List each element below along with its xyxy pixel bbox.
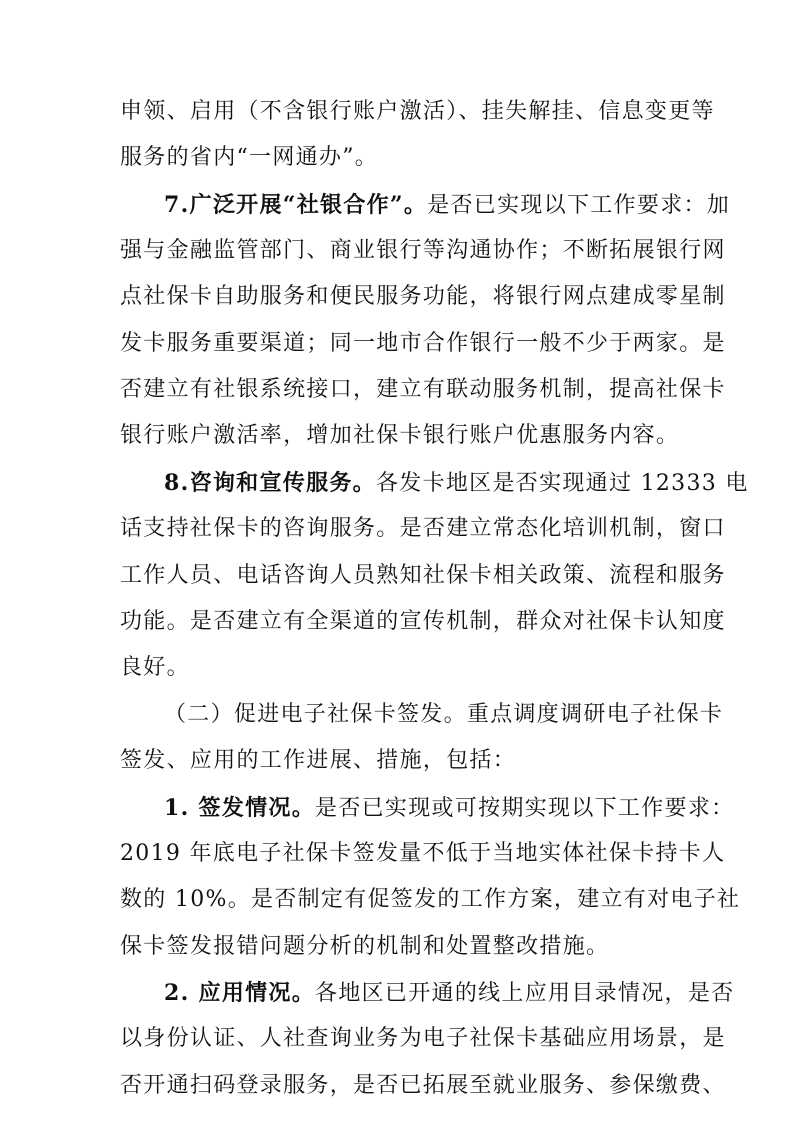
line-text: 强与金融监管部门、商业银行等沟通协作；不断拓展银行网 [120, 238, 726, 263]
text-line [120, 509, 726, 549]
text-line [120, 741, 676, 781]
text-line [120, 231, 726, 271]
text-line [120, 138, 676, 178]
item-7-heading: 7.广泛开展“社银合作”。 [164, 192, 428, 218]
line-text: 发卡服务重要渠道；同一地市合作银行一般不少于两家。是 [120, 331, 726, 356]
text-line [120, 1019, 726, 1059]
line-text: 服务的省内“一网通办”。 [120, 145, 379, 170]
line-text: 申领、启用（不含银行账户激活）、挂失解挂、信息变更等 [120, 99, 715, 124]
text-line [120, 834, 726, 874]
item-8-heading: 8.咨询和宣传服务。 [164, 470, 376, 496]
line-text: 良好。 [120, 655, 190, 680]
text-line [120, 324, 726, 364]
line-text: 各地区已开通的线上应用目录情况，是否 [315, 981, 735, 1006]
text-line [120, 556, 726, 596]
section-2-heading: （二）促进电子社保卡签发。重点调度调研电子社保卡 [164, 702, 724, 727]
item-8-heading-line [164, 463, 749, 503]
item-1-heading: 1. 签发情况。 [164, 795, 316, 821]
line-text: 是否已实现以下工作要求：加 [427, 193, 731, 218]
item-2-heading: 2. 应用情况。 [164, 980, 316, 1006]
line-text: 数的 10%。是否制定有促签发的工作方案，建立有对电子社 [120, 887, 741, 912]
line-text: 各发卡地区是否实现通过 12333 电 [375, 471, 749, 496]
line-text: 否开通扫码登录服务，是否已拓展至就业服务、参保缴费、 [120, 1073, 726, 1098]
line-text: 是否已实现或可按期实现以下工作要求： [315, 796, 735, 821]
line-text: 以身份认证、人社查询业务为电子社保卡基础应用场景，是 [120, 1026, 726, 1051]
text-line [120, 370, 726, 410]
text-line [120, 602, 726, 642]
line-text: 否建立有社银系统接口，建立有联动服务机制，提高社保卡 [120, 377, 726, 402]
text-line [120, 92, 715, 132]
line-text: 工作人员、电话咨询人员熟知社保卡相关政策、流程和服务 [120, 563, 726, 588]
text-line [120, 416, 680, 456]
line-text: 保卡签发报错问题分析的机制和处置整改措施。 [120, 934, 610, 959]
text-line [120, 1066, 726, 1106]
line-text: 点社保卡自助服务和便民服务功能，将银行网点建成零星制 [120, 284, 726, 309]
line-text: 话支持社保卡的咨询服务。是否建立常态化培训机制，窗口 [120, 516, 726, 541]
line-text: 功能。是否建立有全渠道的宣传机制，群众对社保卡认知度 [120, 609, 726, 634]
section-2-heading-line [164, 695, 724, 735]
text-line [120, 648, 676, 688]
line-text: 2019 年底电子社保卡签发量不低于当地实体社保卡持卡人 [120, 841, 726, 866]
item-2-heading-line [164, 973, 735, 1013]
text-line [120, 880, 741, 920]
text-line [120, 277, 726, 317]
line-text: 银行账户激活率，增加社保卡银行账户优惠服务内容。 [120, 423, 680, 448]
item-1-heading-line [164, 788, 735, 828]
text-line [120, 927, 676, 967]
line-text: 签发、应用的工作进展、措施，包括： [120, 748, 517, 773]
item-7-heading-line [164, 185, 731, 225]
